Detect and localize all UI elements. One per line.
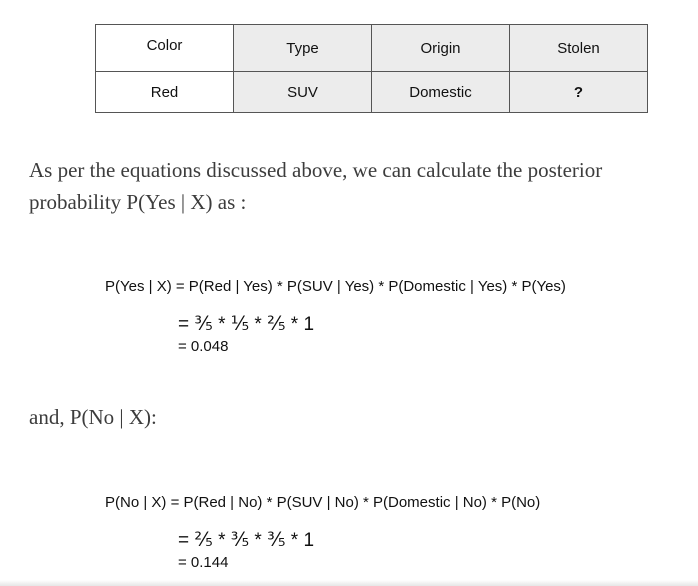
yes-equation-result: = 0.048 <box>178 338 229 355</box>
cell-origin: Domestic <box>372 72 510 113</box>
no-equation-formula: P(No | X) = P(Red | No) * P(SUV | No) * P(Domestic | No) * P(No) <box>105 494 541 511</box>
cell-color: Red <box>96 72 234 113</box>
header-origin: Origin <box>372 25 510 72</box>
header-type: Type <box>234 25 372 72</box>
example-table <box>95 24 648 113</box>
cell-stolen: ? <box>510 72 648 113</box>
table-header-row <box>96 25 648 72</box>
table-row <box>96 72 648 113</box>
and-no-text: and, P(No | X): <box>29 405 157 429</box>
yes-equation-formula: P(Yes | X) = P(Red | Yes) * P(SUV | Yes) * P(Domestic | Yes) * P(Yes) <box>105 278 566 295</box>
no-equation-result: = 0.144 <box>178 554 229 571</box>
cell-type: SUV <box>234 72 372 113</box>
yes-equation-fractions: = ⅗ * ⅕ * ⅖ * 1 <box>178 314 315 335</box>
bottom-edge-shadow <box>0 580 698 586</box>
posterior-paragraph: As per the equations discussed above, we can calculate the posterior probability P(Yes | X) as : <box>29 158 603 214</box>
header-stolen: Stolen <box>510 25 648 72</box>
header-color: Color <box>96 25 234 72</box>
no-equation-fractions: = ⅖ * ⅗ * ⅗ * 1 <box>178 530 315 551</box>
